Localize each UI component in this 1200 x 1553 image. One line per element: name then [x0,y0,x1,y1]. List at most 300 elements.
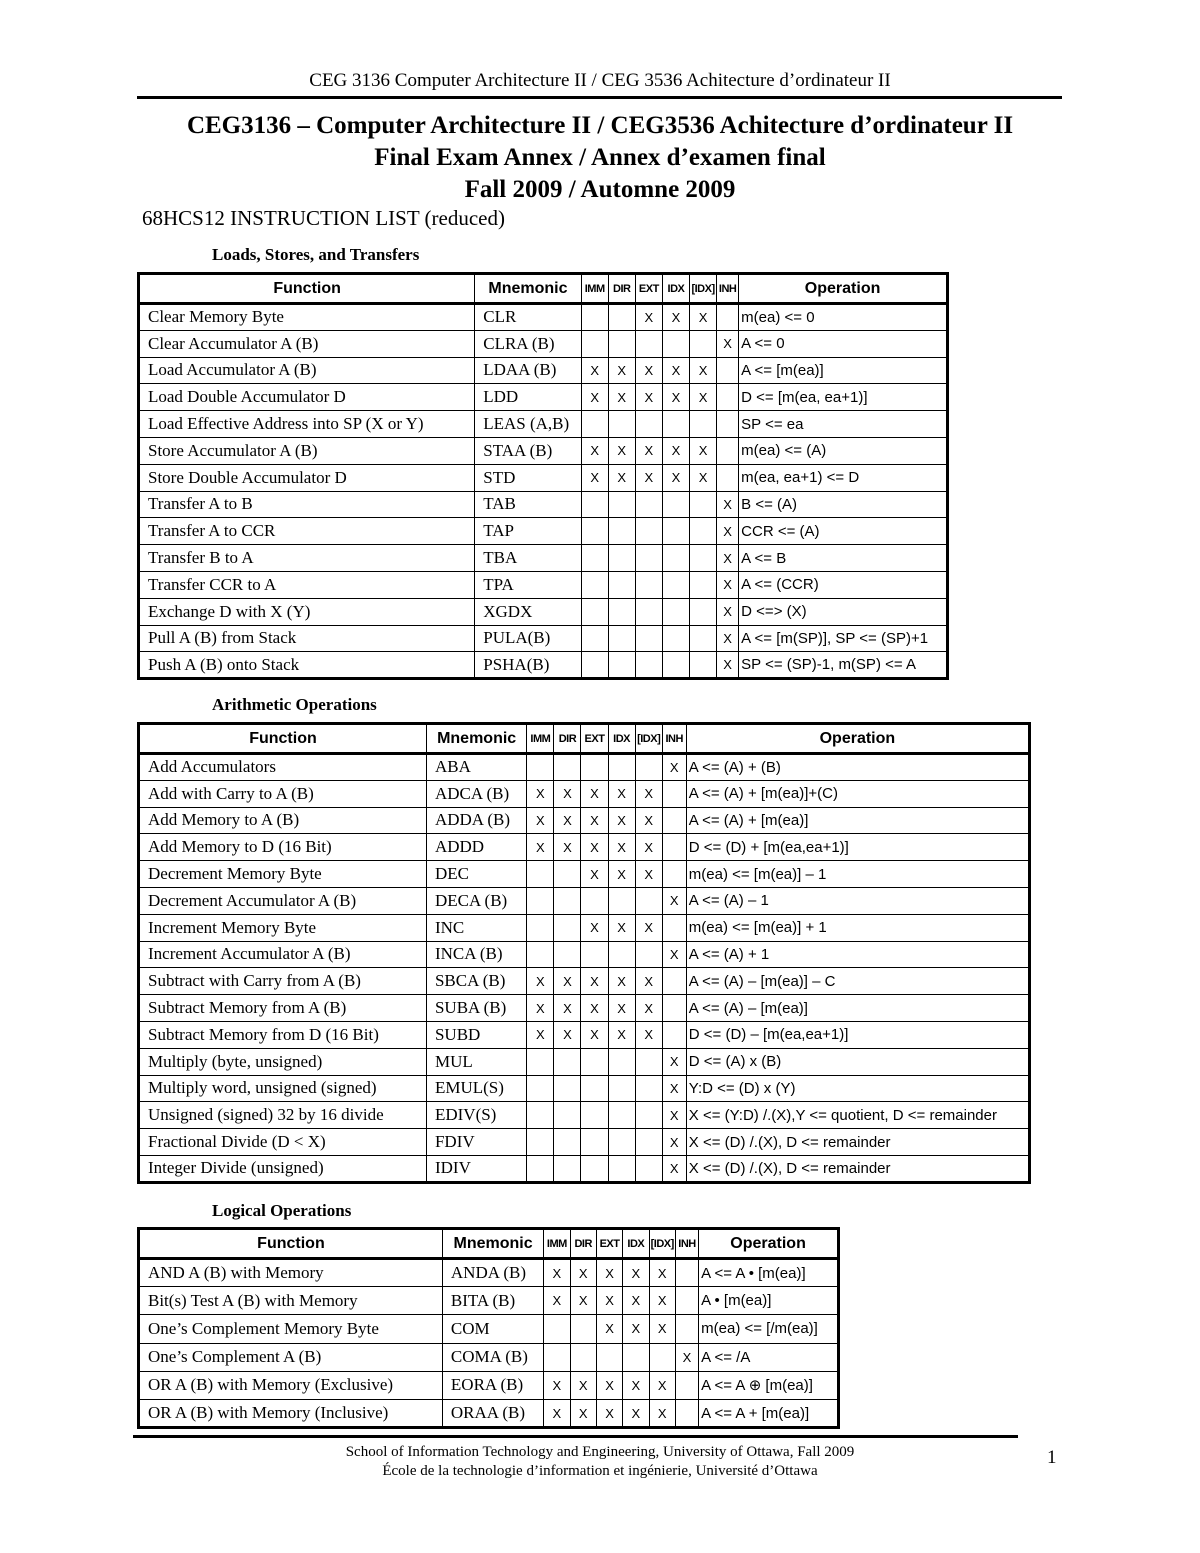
mnemonic-cell: ANDA (B) [442,1259,543,1287]
function-cell: Add Memory to D (16 Bit) [139,834,427,861]
mode-cell: X [635,304,662,331]
mode-cell: X [608,1021,635,1048]
mnemonic-cell: TAP [475,518,581,545]
table-row [139,834,1030,861]
mode-cell [717,411,739,438]
table-row [139,545,948,572]
mode-cell: X [581,437,608,464]
mode-cell: X [623,1259,649,1287]
mode-cell: X [662,384,689,411]
mnemonic-cell: XGDX [475,598,581,625]
mode-cell [581,652,608,679]
mode-cell [662,914,686,941]
mnemonic-cell: EMUL(S) [426,1075,526,1102]
mode-cell [635,1102,662,1129]
mode-cell: X [717,330,739,357]
operation-cell: SP <= ea [739,411,948,438]
mnemonic-cell: PULA(B) [475,625,581,652]
function-cell: Store Accumulator A (B) [139,437,475,464]
instruction-list-heading: 68HCS12 INSTRUCTION LIST (reduced) [142,206,505,230]
column-header-mode: [IDX] [635,724,662,754]
mode-cell [662,995,686,1022]
operation-cell: m(ea) <= [m(ea)] – 1 [686,861,1029,888]
mode-cell [623,1343,649,1371]
mnemonic-cell: DECA (B) [426,887,526,914]
column-header-mode: INH [662,724,686,754]
table-body [139,1259,839,1428]
mode-cell [635,571,662,598]
section-title-arithmetic: Arithmetic Operations [212,695,377,714]
mnemonic-cell: EORA (B) [442,1371,543,1399]
mode-cell [581,1129,608,1156]
table-row [139,652,948,679]
mode-cell [662,491,689,518]
table-row [139,968,1030,995]
table-row [139,411,948,438]
operation-cell: A <= A ⊕ [m(ea)] [699,1371,839,1399]
mode-cell: X [635,384,662,411]
mnemonic-cell: STD [475,464,581,491]
table-row [139,1287,839,1315]
mode-cell: X [649,1371,675,1399]
mnemonic-cell: ADDD [426,834,526,861]
mode-cell [717,464,739,491]
table-row [139,1075,1030,1102]
operation-cell: A <= 0 [739,330,948,357]
mode-cell: X [581,968,608,995]
operation-cell: D <= (A) x (B) [686,1048,1029,1075]
mode-cell [635,1048,662,1075]
mode-cell [635,652,662,679]
mnemonic-cell: SBCA (B) [426,968,526,995]
table-row [139,861,1030,888]
function-cell: Bit(s) Test A (B) with Memory [139,1287,443,1315]
function-cell: Push A (B) onto Stack [139,652,475,679]
mode-cell: X [554,968,581,995]
mode-cell [554,1129,581,1156]
mode-cell [608,625,635,652]
mode-cell [717,437,739,464]
mnemonic-cell: EDIV(S) [426,1102,526,1129]
mode-cell: X [581,995,608,1022]
table-row [139,941,1030,968]
mode-cell [690,545,717,572]
column-header-operation: Operation [739,274,948,304]
mode-cell [635,1075,662,1102]
table-row [139,807,1030,834]
section-title-logical: Logical Operations [212,1201,352,1220]
operation-cell: A <= /A [699,1343,839,1371]
mode-cell: X [554,995,581,1022]
mode-cell: X [527,834,554,861]
function-cell: Subtract with Carry from A (B) [139,968,427,995]
mode-cell: X [596,1399,622,1427]
mode-cell: X [662,357,689,384]
function-cell: Increment Accumulator A (B) [139,941,427,968]
mode-cell: X [635,1021,662,1048]
mode-cell: X [544,1399,570,1427]
mode-cell: X [596,1287,622,1315]
mode-cell: X [662,941,686,968]
operation-cell: Y:D <= (D) x (Y) [686,1075,1029,1102]
mode-cell [635,754,662,781]
mode-cell: X [608,834,635,861]
mode-cell [675,1399,698,1427]
column-header-function: Function [139,724,427,754]
mode-cell [608,754,635,781]
mode-cell: X [649,1315,675,1343]
mode-cell [662,652,689,679]
mode-cell [554,887,581,914]
mode-cell: X [608,464,635,491]
mode-cell [608,941,635,968]
table-row [139,330,948,357]
mode-cell [581,491,608,518]
mnemonic-cell: MUL [426,1048,526,1075]
mode-cell [608,1129,635,1156]
function-cell: OR A (B) with Memory (Inclusive) [139,1399,443,1427]
mode-cell: X [570,1259,596,1287]
column-header-mode: INH [675,1229,698,1259]
column-header-mode: IDX [608,724,635,754]
mode-cell: X [662,1102,686,1129]
mode-cell [596,1343,622,1371]
table-row [139,518,948,545]
column-header-mode: [IDX] [690,274,717,304]
mode-cell: X [690,304,717,331]
table-header-row [139,1229,839,1259]
mode-cell [662,625,689,652]
mode-cell: X [581,861,608,888]
mode-cell [581,518,608,545]
mode-cell [675,1259,698,1287]
table-header-row [139,274,948,304]
operation-cell: X <= (D) /.(X), D <= remainder [686,1129,1029,1156]
operation-cell: A <= (A) + (B) [686,754,1029,781]
mode-cell: X [527,780,554,807]
mnemonic-cell: TPA [475,571,581,598]
mode-cell [581,887,608,914]
column-header-function: Function [139,1229,443,1259]
mode-cell: X [649,1259,675,1287]
mode-cell: X [527,968,554,995]
mode-cell [527,1075,554,1102]
mode-cell [527,754,554,781]
table-row [139,1102,1030,1129]
mode-cell [635,1155,662,1182]
column-header-mode: INH [717,274,739,304]
column-header-mode: DIR [570,1229,596,1259]
operation-cell: A <= (A) – 1 [686,887,1029,914]
mode-cell [581,941,608,968]
mode-cell: X [581,357,608,384]
mode-cell: X [635,780,662,807]
column-header-mnemonic: Mnemonic [426,724,526,754]
mnemonic-cell: COM [442,1315,543,1343]
function-cell: Transfer CCR to A [139,571,475,598]
loads-table [137,272,949,680]
page-title: CEG3136 – Computer Architecture II / CEG3536 Achitecture d’ordinateur II [186,112,1014,139]
table-row [139,1259,839,1287]
mode-cell: X [544,1287,570,1315]
function-cell: Multiply word, unsigned (signed) [139,1075,427,1102]
mode-cell [635,625,662,652]
mode-cell: X [635,968,662,995]
mode-cell: X [623,1399,649,1427]
function-cell: Unsigned (signed) 32 by 16 divide [139,1102,427,1129]
mode-cell [675,1315,698,1343]
operation-cell: B <= (A) [739,491,948,518]
mode-cell: X [527,1021,554,1048]
mode-cell: X [635,357,662,384]
mode-cell: X [581,384,608,411]
mode-cell: X [635,834,662,861]
page-subtitle-term: Fall 2009 / Automne 2009 [464,176,736,203]
mnemonic-cell: TAB [475,491,581,518]
footer-line-french: École de la technologie d’information et ingénierie, Université d’Ottawa [382,1463,818,1479]
mode-cell: X [554,834,581,861]
mode-cell [662,834,686,861]
mode-cell [554,1155,581,1182]
operation-cell: m(ea) <= [/m(ea)] [699,1315,839,1343]
mode-cell: X [635,464,662,491]
mode-cell [527,1102,554,1129]
mode-cell: X [635,995,662,1022]
operation-cell: A <= (CCR) [739,571,948,598]
mode-cell: X [662,1048,686,1075]
function-cell: Clear Accumulator A (B) [139,330,475,357]
function-cell: Subtract Memory from D (16 Bit) [139,1021,427,1048]
mnemonic-cell: PSHA(B) [475,652,581,679]
table-row [139,1155,1030,1182]
mode-cell [635,1129,662,1156]
column-header-mode: IDX [623,1229,649,1259]
mode-cell [554,1075,581,1102]
mode-cell [570,1315,596,1343]
mode-cell: X [649,1287,675,1315]
mode-cell [608,304,635,331]
mode-cell [581,330,608,357]
operation-cell: D <=> (X) [739,598,948,625]
operation-cell: A <= (A) + [m(ea)]+(C) [686,780,1029,807]
column-header-mode: DIR [554,724,581,754]
mode-cell [527,861,554,888]
mode-cell: X [717,652,739,679]
mnemonic-cell: LDD [475,384,581,411]
mode-cell [608,1048,635,1075]
mode-cell [690,411,717,438]
page-footer [0,1443,1200,1481]
operation-cell: X <= (D) /.(X), D <= remainder [686,1155,1029,1182]
mnemonic-cell: BITA (B) [442,1287,543,1315]
mode-cell [608,330,635,357]
column-header-operation: Operation [699,1229,839,1259]
function-cell: Decrement Accumulator A (B) [139,887,427,914]
mode-cell: X [596,1371,622,1399]
mode-cell [554,861,581,888]
mnemonic-cell: ABA [426,754,526,781]
mode-cell [690,652,717,679]
mode-cell: X [690,437,717,464]
mode-cell: X [635,914,662,941]
mode-cell: X [596,1259,622,1287]
function-cell: Pull A (B) from Stack [139,625,475,652]
column-header-mode: IMM [527,724,554,754]
function-cell: Add Memory to A (B) [139,807,427,834]
table-row [139,1129,1030,1156]
mode-cell [717,357,739,384]
mnemonic-cell: FDIV [426,1129,526,1156]
mode-cell [608,1075,635,1102]
mode-cell [635,411,662,438]
table-row [139,304,948,331]
operation-cell: A <= (A) – [m(ea)] [686,995,1029,1022]
mode-cell [662,411,689,438]
table-row [139,598,948,625]
mode-cell [581,411,608,438]
table-row [139,357,948,384]
mode-cell [554,1048,581,1075]
column-header-mnemonic: Mnemonic [442,1229,543,1259]
function-cell: One’s Complement A (B) [139,1343,443,1371]
operation-cell: A • [m(ea)] [699,1287,839,1315]
mode-cell [527,1155,554,1182]
function-cell: Decrement Memory Byte [139,861,427,888]
mode-cell [662,518,689,545]
mode-cell [554,1102,581,1129]
mode-cell: X [581,834,608,861]
mode-cell [581,625,608,652]
mode-cell: X [717,598,739,625]
function-cell: Add Accumulators [139,754,427,781]
function-cell: Load Double Accumulator D [139,384,475,411]
mnemonic-cell: DEC [426,861,526,888]
column-header-mode: EXT [596,1229,622,1259]
mode-cell [635,941,662,968]
mnemonic-cell: ADDA (B) [426,807,526,834]
mode-cell [690,491,717,518]
operation-cell: SP <= (SP)-1, m(SP) <= A [739,652,948,679]
column-header-mode: [IDX] [649,1229,675,1259]
mode-cell: X [608,861,635,888]
operation-cell: D <= (D) + [m(ea,ea+1)] [686,834,1029,861]
operation-cell: A <= (A) – [m(ea)] – C [686,968,1029,995]
mode-cell [608,491,635,518]
operation-cell: A <= B [739,545,948,572]
mode-cell: X [581,807,608,834]
mode-cell: X [581,780,608,807]
operation-cell: A <= A • [m(ea)] [699,1259,839,1287]
mode-cell [581,1075,608,1102]
mode-cell [635,330,662,357]
function-cell: Transfer B to A [139,545,475,572]
mnemonic-cell: ADCA (B) [426,780,526,807]
table-row [139,625,948,652]
mode-cell [662,968,686,995]
mode-cell [554,914,581,941]
mode-cell [608,652,635,679]
mode-cell: X [581,464,608,491]
mode-cell [662,330,689,357]
mode-cell: X [717,518,739,545]
mode-cell: X [690,357,717,384]
mode-cell: X [581,914,608,941]
mode-cell [527,1129,554,1156]
function-cell: Transfer A to CCR [139,518,475,545]
mode-cell [635,598,662,625]
mode-cell [662,780,686,807]
mode-cell [581,1155,608,1182]
operation-cell: m(ea) <= 0 [739,304,948,331]
mode-cell [690,625,717,652]
mode-cell [544,1343,570,1371]
mode-cell: X [717,491,739,518]
function-cell: Transfer A to B [139,491,475,518]
mode-cell [608,518,635,545]
mode-cell: X [608,437,635,464]
mode-cell: X [662,1155,686,1182]
mnemonic-cell: CLRA (B) [475,330,581,357]
column-header-operation: Operation [686,724,1029,754]
function-cell: Load Effective Address into SP (X or Y) [139,411,475,438]
mode-cell: X [717,571,739,598]
mode-cell: X [527,807,554,834]
mnemonic-cell: LEAS (A,B) [475,411,581,438]
mnemonic-cell: IDIV [426,1155,526,1182]
table-row [139,1048,1030,1075]
mode-cell: X [623,1371,649,1399]
mode-cell: X [662,1129,686,1156]
mode-cell [527,941,554,968]
mnemonic-cell: INCA (B) [426,941,526,968]
mnemonic-cell: LDAA (B) [475,357,581,384]
mode-cell [527,914,554,941]
mnemonic-cell: CLR [475,304,581,331]
table-row [139,754,1030,781]
mode-cell: X [635,437,662,464]
mode-cell [662,598,689,625]
table-row [139,1343,839,1371]
header-rule [137,96,1062,99]
operation-cell: D <= (D) – [m(ea,ea+1)] [686,1021,1029,1048]
function-cell: Clear Memory Byte [139,304,475,331]
mode-cell [635,518,662,545]
mode-cell [608,1102,635,1129]
mode-cell: X [544,1259,570,1287]
mode-cell [690,330,717,357]
mode-cell: X [608,807,635,834]
table-body [139,754,1030,1183]
page-header: CEG 3136 Computer Architecture II / CEG 3536 Achitecture d’ordinateur II [309,70,891,91]
table-row [139,887,1030,914]
table-row [139,995,1030,1022]
mode-cell: X [544,1371,570,1399]
operation-cell: m(ea) <= [m(ea)] + 1 [686,914,1029,941]
column-header-mode: IMM [544,1229,570,1259]
mode-cell [690,571,717,598]
table-row [139,464,948,491]
mode-cell [527,1048,554,1075]
table-body [139,304,948,679]
table-row [139,1371,839,1399]
mode-cell [690,598,717,625]
function-cell: One’s Complement Memory Byte [139,1315,443,1343]
function-cell: OR A (B) with Memory (Exclusive) [139,1371,443,1399]
column-header-mode: IDX [662,274,689,304]
mode-cell [581,1048,608,1075]
mode-cell: X [662,464,689,491]
mode-cell: X [554,780,581,807]
